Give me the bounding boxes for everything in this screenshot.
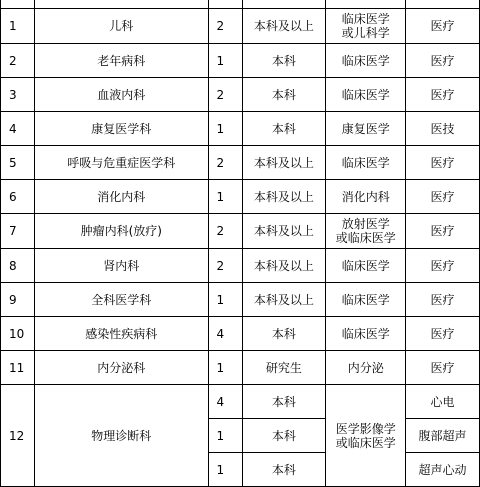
cell-count: 1 [208,44,242,78]
cell-major: 消化内科 [326,180,406,214]
cell-department: 消化内科 [34,180,208,214]
cell-major: 放射医学 或临床医学 [326,214,406,249]
cell-category: 超声心动 [406,453,480,487]
cell-education: 本科及以上 [242,180,326,214]
cell-count: 4 [208,317,242,351]
cell-major: 临床医学 或儿科学 [326,9,406,44]
cell-major: 临床医学 [326,78,406,112]
cell-education: 本科 [242,385,326,419]
cell-education: 本科及以上 [242,146,326,180]
cell-count: 1 [208,419,242,453]
cell-department: 肿瘤内科(放疗) [34,214,208,249]
table-row [1,351,480,385]
cell-department: 康复医学科 [34,112,208,146]
cell-education: 本科及以上 [242,9,326,44]
cell-education: 研究生 [242,351,326,385]
cell-count: 1 [208,453,242,487]
cell-education: 本科 [242,419,326,453]
cell-category: 医技 [406,112,480,146]
cell-number: 12 [1,385,35,487]
cell-number: 11 [1,351,35,385]
cell-category: 腹部超声 [406,419,480,453]
cell-category: 医疗 [406,283,480,317]
cell-number: 3 [1,78,35,112]
cell-education: 本科及以上 [242,249,326,283]
cell-count: 2 [208,146,242,180]
cell-education: 本科 [242,44,326,78]
table-row [1,283,480,317]
cell-category: 医疗 [406,317,480,351]
table-body [1,0,480,487]
cell-number: 10 [1,317,35,351]
cell-category: 医疗 [406,146,480,180]
cell-department: 血液内科 [34,78,208,112]
cell-count: 1 [208,351,242,385]
cell-category: 医疗 [406,351,480,385]
cell-education: 本科 [242,453,326,487]
cell-number: 7 [1,214,35,249]
cell-number: 2 [1,44,35,78]
cell-education: 本科 [242,112,326,146]
cell-category: 医疗 [406,78,480,112]
cell-category: 医疗 [406,180,480,214]
cell-category: 医疗 [406,249,480,283]
cell-category: 心电 [406,385,480,419]
cell-count: 2 [208,9,242,44]
cell-count: 4 [208,385,242,419]
cell-major: 临床医学 [326,283,406,317]
table-row [1,9,480,44]
cell-major: 康复医学 [326,112,406,146]
cell-count: 1 [208,283,242,317]
cell-department: 物理诊断科 [34,385,208,487]
cell-department: 全科医学科 [34,283,208,317]
cell-count: 2 [208,249,242,283]
cell-department: 内分泌科 [34,351,208,385]
cell-number: 8 [1,249,35,283]
table-row [1,44,480,78]
table-row [1,112,480,146]
cell-number: 4 [1,112,35,146]
cell-number: 9 [1,283,35,317]
table-row-top-edge [1,0,480,9]
table-row [1,385,480,419]
table-row [1,78,480,112]
cell-number: 5 [1,146,35,180]
cell-major: 临床医学 [326,249,406,283]
cell-education: 本科及以上 [242,214,326,249]
cell-major: 临床医学 [326,44,406,78]
cell-major: 临床医学 [326,317,406,351]
cell-department: 呼吸与危重症医学科 [34,146,208,180]
cell-education: 本科 [242,317,326,351]
cell-category: 医疗 [406,9,480,44]
cell-count: 2 [208,214,242,249]
cell-category: 医疗 [406,214,480,249]
table-row [1,214,480,249]
cell-number: 6 [1,180,35,214]
cell-major: 医学影像学 或临床医学 [326,385,406,487]
cell-department: 老年病科 [34,44,208,78]
cell-number: 1 [1,9,35,44]
cell-major: 内分泌 [326,351,406,385]
cell-education: 本科 [242,78,326,112]
table-row [1,180,480,214]
cell-major: 临床医学 [326,146,406,180]
table-row [1,249,480,283]
table-row [1,317,480,351]
cell-count: 1 [208,180,242,214]
cell-count: 1 [208,112,242,146]
cell-count: 2 [208,78,242,112]
table-row [1,146,480,180]
cell-department: 儿科 [34,9,208,44]
cell-education: 本科及以上 [242,283,326,317]
cell-department: 感染性疾病科 [34,317,208,351]
cell-department: 肾内科 [34,249,208,283]
cell-category: 医疗 [406,44,480,78]
